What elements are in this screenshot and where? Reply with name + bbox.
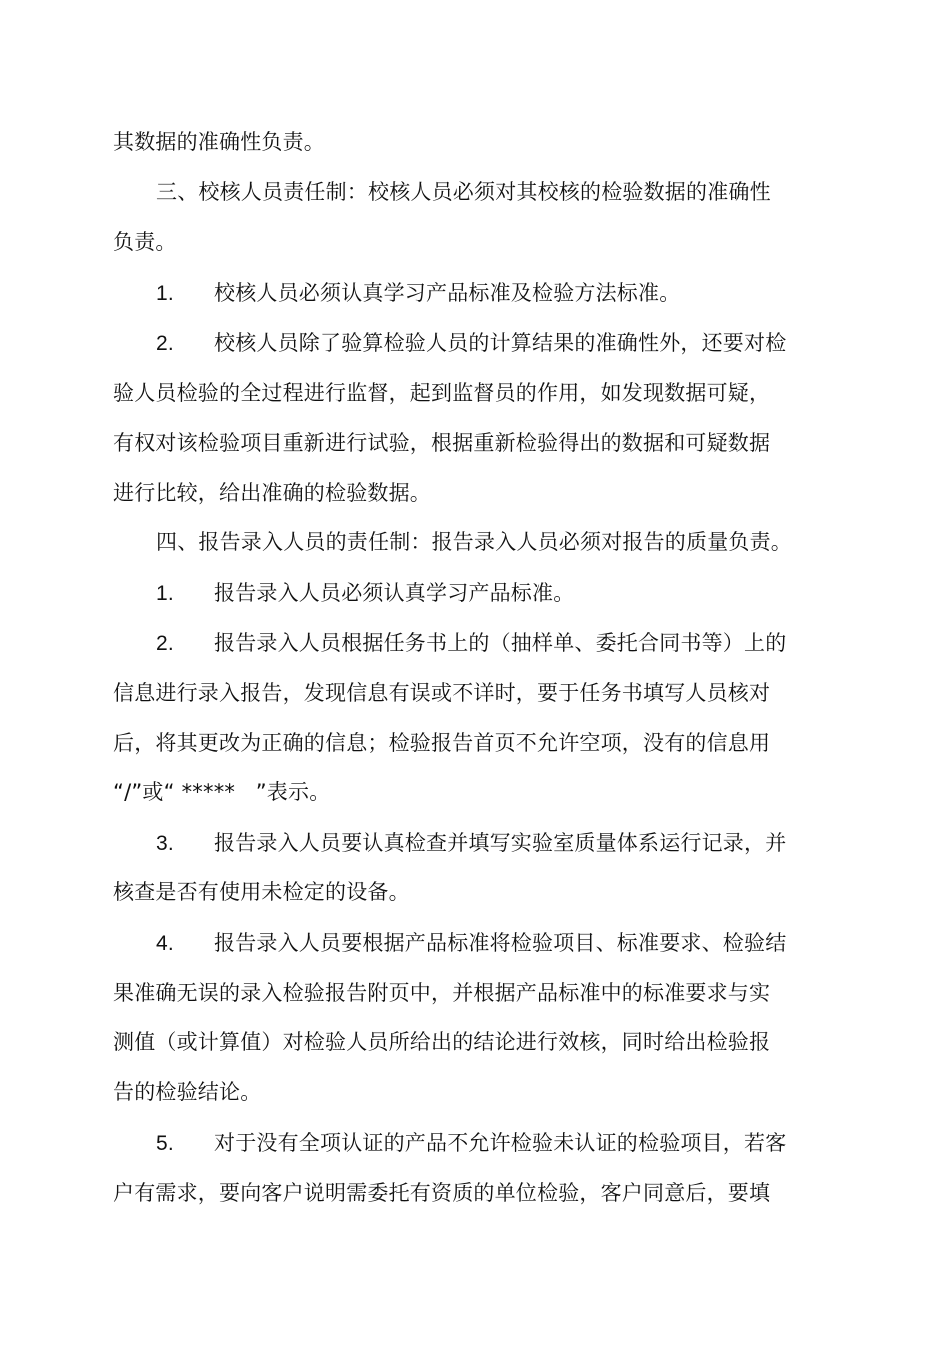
list-item — [156, 830, 786, 857]
text-line: 验人员检验的全过程进行监督，起到监督员的作用，如发现数据可疑， — [113, 381, 771, 405]
item-number: 3. — [156, 832, 174, 855]
item-number: 2. — [156, 332, 174, 355]
item-number: 2. — [156, 632, 174, 655]
list-item — [156, 630, 786, 657]
text-line: 果准确无误的录入检验报告附页中，并根据产品标准中的标准要求与实 — [113, 981, 771, 1005]
item-number: 1. — [156, 282, 174, 305]
item-text: 报告录入人员要认真检查并填写实验室质量体系运行记录，并 — [214, 831, 787, 855]
text-line: “/”或“ ***** ”表示。 — [113, 780, 331, 804]
item-number: 5. — [156, 1132, 174, 1155]
item-text: 校核人员必须认真学习产品标准及检验方法标准。 — [214, 281, 681, 305]
text-line: 告的检验结论。 — [113, 1080, 262, 1104]
item-number: 1. — [156, 582, 174, 605]
text-line: 核查是否有使用未检定的设备。 — [113, 880, 410, 904]
list-item — [156, 330, 786, 357]
text-line: 负责。 — [113, 230, 177, 254]
item-text: 报告录入人员要根据产品标准将检验项目、标准要求、检验结 — [214, 931, 787, 955]
item-text: 对于没有全项认证的产品不允许检验未认证的检验项目，若客 — [214, 1131, 787, 1155]
text-line: 测值（或计算值）对检验人员所给出的结论进行效核，同时给出检验报 — [113, 1030, 771, 1054]
list-item — [156, 930, 786, 957]
item-number: 4. — [156, 932, 174, 955]
list-item — [156, 580, 574, 607]
section-heading-3: 三、校核人员责任制：校核人员必须对其校核的检验数据的准确性 — [156, 180, 771, 204]
text-line: 户有需求，要向客户说明需委托有资质的单位检验，客户同意后，要填 — [113, 1181, 771, 1205]
text-line: 信息进行录入报告，发现信息有误或不详时，要于任务书填写人员核对 — [113, 681, 771, 705]
text-line: 有权对该检验项目重新进行试验，根据重新检验得出的数据和可疑数据 — [113, 431, 771, 455]
text-line: 进行比较，给出准确的检验数据。 — [113, 481, 431, 505]
item-text: 报告录入人员必须认真学习产品标准。 — [214, 581, 575, 605]
list-item — [156, 280, 680, 307]
section-heading-4: 四、报告录入人员的责任制：报告录入人员必须对报告的质量负责。 — [156, 530, 792, 554]
text-line: 其数据的准确性负责。 — [113, 130, 325, 154]
item-text: 校核人员除了验算检验人员的计算结果的准确性外，还要对检 — [214, 331, 787, 355]
list-item — [156, 1130, 786, 1157]
text-line: 后，将其更改为正确的信息；检验报告首页不允许空项，没有的信息用 — [113, 731, 771, 755]
item-text: 报告录入人员根据任务书上的（抽样单、委托合同书等）上的 — [214, 631, 787, 655]
